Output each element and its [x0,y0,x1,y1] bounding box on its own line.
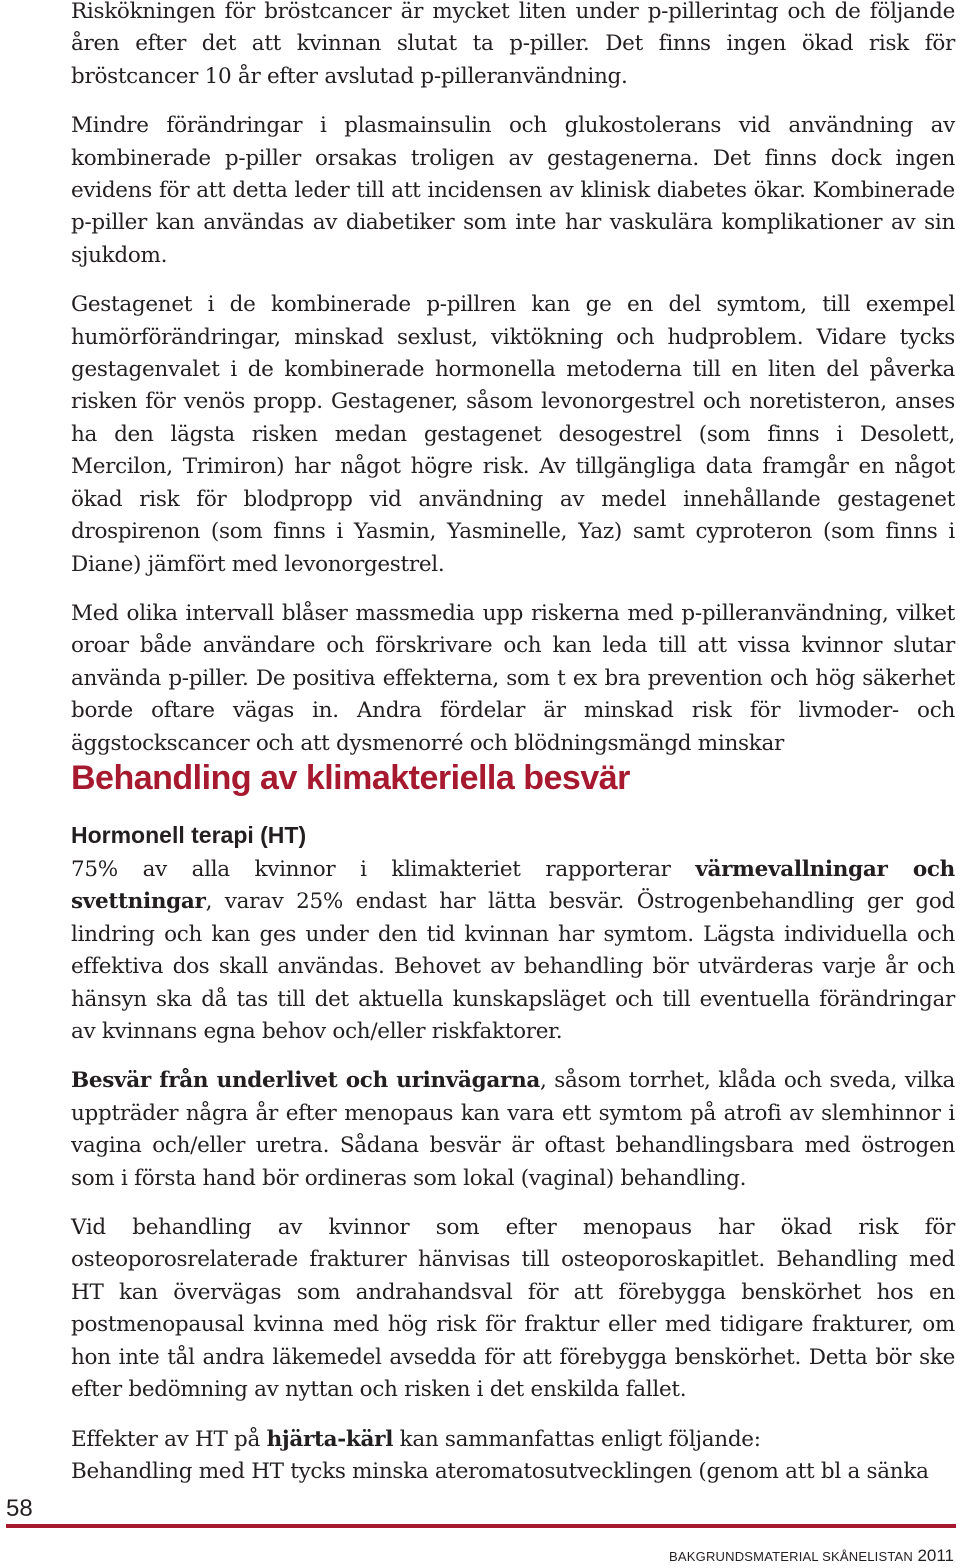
paragraph-gestagen: Gestagenet i de kombinerade p-pillren kan ge en del symtom, till exempel humörförändringar, minskad sexlust, viktökning och hudproblem. Vidare tycks gestagenvalet i de kombinerade hormonella metoderna till en liten del påverka risken för venös propp. Gestagener, såsom levonorgestrel och noretisteron, anses ha den lägsta risken medan gestagenet desogestrel (som finns i Desolett, Mercilon, Trimiron) har något högre risk. Av tillgängliga data framgår en något ökad risk för blodpropp vid användning av medel innehållande gestagenet drospirenon (som finns i Yasmin, Yasminelle, Yaz) samt cyproteron (som finns i Diane) jämfört med levonorgestrel. [71,292,955,577]
paragraph-underliv: Besvär från underlivet och urinvägarna, såsom torrhet, klåda och sveda, vilka uppträder några år efter menopaus kan vara ett symtom på atrofi av slemhinnor i vagina och/eller uretra. Sådana besvär är oftast behandlingsbara med östrogen som i första hand bör ordineras som lokal (vaginal) behandling. [71,1068,955,1191]
footer-year: 2011 [917,1546,954,1565]
page-number: 58 [6,1495,33,1522]
bold-hot-flashes: värmevallningar och svettningar [71,857,955,915]
footer-label: BAKGRUNDSMATERIAL SKÅNELISTAN [669,1549,913,1564]
paragraph-heart: Effekter av HT på hjärta-kärl kan sammanfattas enligt följande: Behandling med HT tycks minska ateromatosutvecklingen (genom att bl a sänka [71,1426,929,1484]
bold-urogenital: Besvär från underlivet och urinvägarna [71,1068,541,1094]
paragraph-ht: 75% av alla kvinnor i klimakteriet rapporterar värmevallningar och svettningar, varav 25% endast har lätta besvär. Östrogenbehandling ger god lindring och kan ges under den tid kvinnan har symtom. Lägsta individuella och effektiva dos skall användas. Behovet av behandling bör utvärderas varje år och hänsyn ska då tas till det aktuella kunskapsläget och till eventuella förändringar av kvinnans egna behov och/eller riskfaktorer. [71,857,955,1045]
bold-heart: hjärta-kärl [266,1426,394,1452]
section-heading: Behandling av klimakteriella besvär [71,759,630,797]
subsection-heading: Hormonell terapi (HT) [71,822,307,848]
footer-rule [6,1524,956,1528]
paragraph-breast-cancer: Riskökningen för bröstcancer är mycket liten under p-pillerintag och de följande åren efter det att kvinnan slutat ta p-piller. Det finns ingen ökad risk för bröstcancer 10 år efter avslutad p-pilleranvändning. [71,0,955,89]
body-text-bottom [71,854,955,1488]
paragraph-diabetes: Mindre förändringar i plasmainsulin och glukostolerans vid användning av kombinerade p-piller orsakas troligen av gestagenerna. Det finns dock ingen evidens för att detta leder till att incidensen av klinisk diabetes ökar. Kombinerade p-piller kan användas av diabetiker som inte har vaskulära komplikationer av sin sjukdom. [71,113,955,268]
footer [669,1546,954,1566]
paragraph-massmedia: Med olika intervall blåser massmedia upp riskerna med p-pilleranvändning, vilket oroar både användare och förskrivare och kan leda till att vissa kvinnor slutar använda p-piller. De positiva effekterna, som t ex bra prevention och hög säkerhet borde oftare vägas in. Andra fördelar är minskad risk för livmoder- och äggstockscancer och att dysmenorré och blödningsmängd minskar [71,600,955,756]
body-text-top [71,0,955,760]
paragraph-osteoporosis: Vid behandling av kvinnor som efter menopaus har ökad risk för osteoporosrelaterade frakturer hänvisas till osteoporoskapitlet. Behandling med HT kan övervägas som andrahandsval för att förebygga benskörhet hos en postmenopausal kvinna med hög risk för fraktur eller med tidigare frakturer, om hon inte tål andra läkemedel avsedda för att förebygga benskörhet. Detta bör ske efter bedömning av nyttan och risken i det enskilda fallet. [71,1215,955,1403]
